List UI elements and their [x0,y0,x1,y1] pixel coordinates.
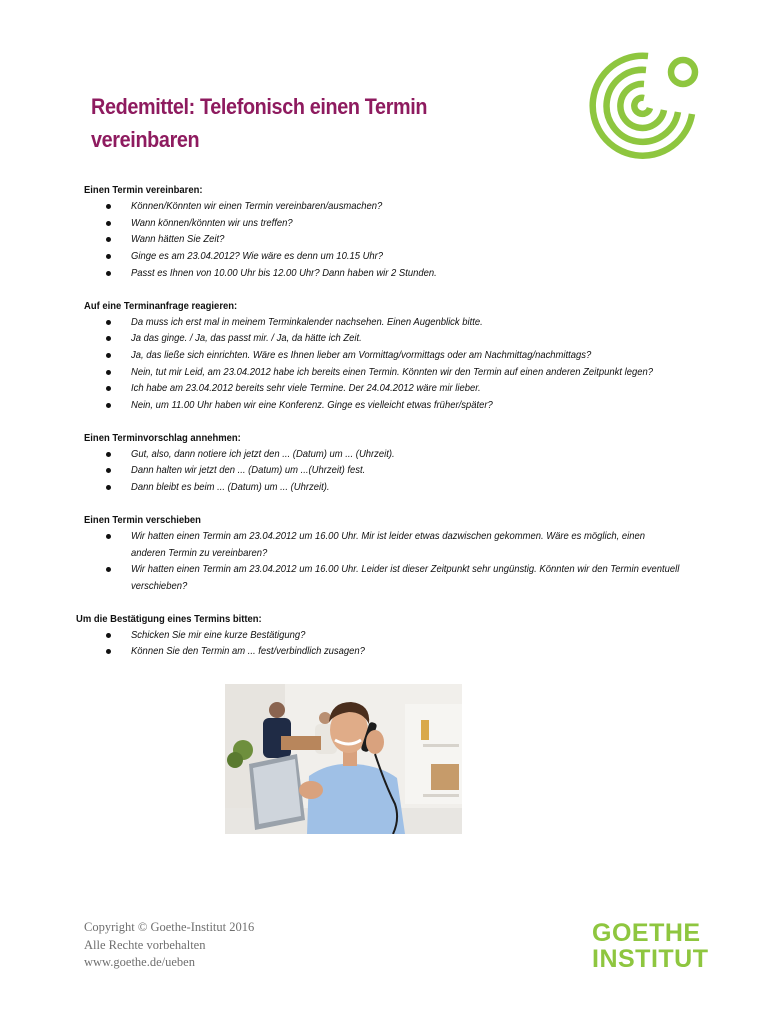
section-heading: Auf eine Terminanfrage reagieren: [84,299,238,312]
page-title: Redemittel: Telefonisch einen Termin vereinbaren [91,94,428,152]
wordmark-line1: GOETHE [592,919,701,947]
list-item: Nein, tut mir Leid, am 23.04.2012 habe ich bereits einen Termin. Könnten wir den Termin auf einen anderen Zeitpunkt legen? [0,364,691,381]
goethe-logo-icon [588,50,704,160]
goethe-institut-wordmark [592,920,709,972]
list-item: Ginge es am 23.04.2012? Wie wäre es denn um 10.15 Uhr? [0,248,691,265]
list-item: Wann hätten Sie Zeit? [0,231,691,248]
man-on-phone-photo [225,684,462,834]
list-item: Wir hatten einen Termin am 23.04.2012 um 16.00 Uhr. Mir ist leider etwas dazwischen gekommen. Wäre es möglich, einen anderen Termin zu vereinbaren? [0,528,691,561]
section-terminvorschlag-annehmen [0,430,768,496]
section-heading: Einen Termin vereinbaren: [84,184,203,196]
list-item: Wir hatten einen Termin am 23.04.2012 um 16.00 Uhr. Leider ist dieser Zeitpunkt sehr ungünstig. Könnten wir den Termin eventuell verschieben? [0,561,691,594]
section-termin-vereinbaren [0,182,768,282]
footer [84,919,254,972]
list-item: Ich habe am 23.04.2012 bereits sehr viele Termine. Der 24.04.2012 wäre mir lieber. [0,380,691,397]
list-item: Wann können/könnten wir uns treffen? [0,215,691,232]
list-item: Dann halten wir jetzt den ... (Datum) um ...(Uhrzeit) fest. [0,462,691,479]
list-item: Da muss ich erst mal in meinem Terminkalender nachsehen. Einen Augenblick bitte. [0,314,691,331]
wordmark-line2: INSTITUT [592,945,709,973]
item-list [0,446,768,496]
section-heading: Einen Terminvorschlag annehmen: [84,431,241,444]
section-terminanfrage-reagieren [0,298,768,414]
section-heading: Um die Bestätigung eines Termins bitten: [76,612,262,625]
list-item: Können/Könnten wir einen Termin vereinbaren/ausmachen? [0,198,691,215]
section-termin-verschieben [0,512,768,595]
item-list [0,627,768,660]
copyright-text: Copyright © Goethe-Institut 2016 [84,920,255,934]
list-item: Passt es Ihnen von 10.00 Uhr bis 12.00 Uhr? Dann haben wir 2 Stunden. [0,265,691,282]
website-url: www.goethe.de/ueben [84,955,195,969]
section-heading: Einen Termin verschieben [84,513,201,526]
item-list [0,528,768,595]
section-bestaetigung-bitten [0,611,768,660]
list-item: Können Sie den Termin am ... fest/verbindlich zusagen? [0,643,691,660]
content [0,182,768,660]
list-item: Ja, das ließe sich einrichten. Wäre es Ihnen lieber am Vormittag/vormittags oder am Nachmittag/nachmittags? [0,347,691,364]
rights-text: Alle Rechte vorbehalten [84,937,206,952]
item-list [0,314,768,414]
list-item: Ja das ginge. / Ja, das passt mir. / Ja, da hätte ich Zeit. [0,330,691,347]
item-list [0,198,768,282]
list-item: Dann bleibt es beim ... (Datum) um ... (Uhrzeit). [0,479,691,496]
list-item: Nein, um 11.00 Uhr haben wir eine Konferenz. Ginge es vielleicht etwas früher/später? [0,397,691,414]
list-item: Schicken Sie mir eine kurze Bestätigung? [0,627,691,644]
list-item: Gut, also, dann notiere ich jetzt den ... (Datum) um ... (Uhrzeit). [0,446,691,463]
